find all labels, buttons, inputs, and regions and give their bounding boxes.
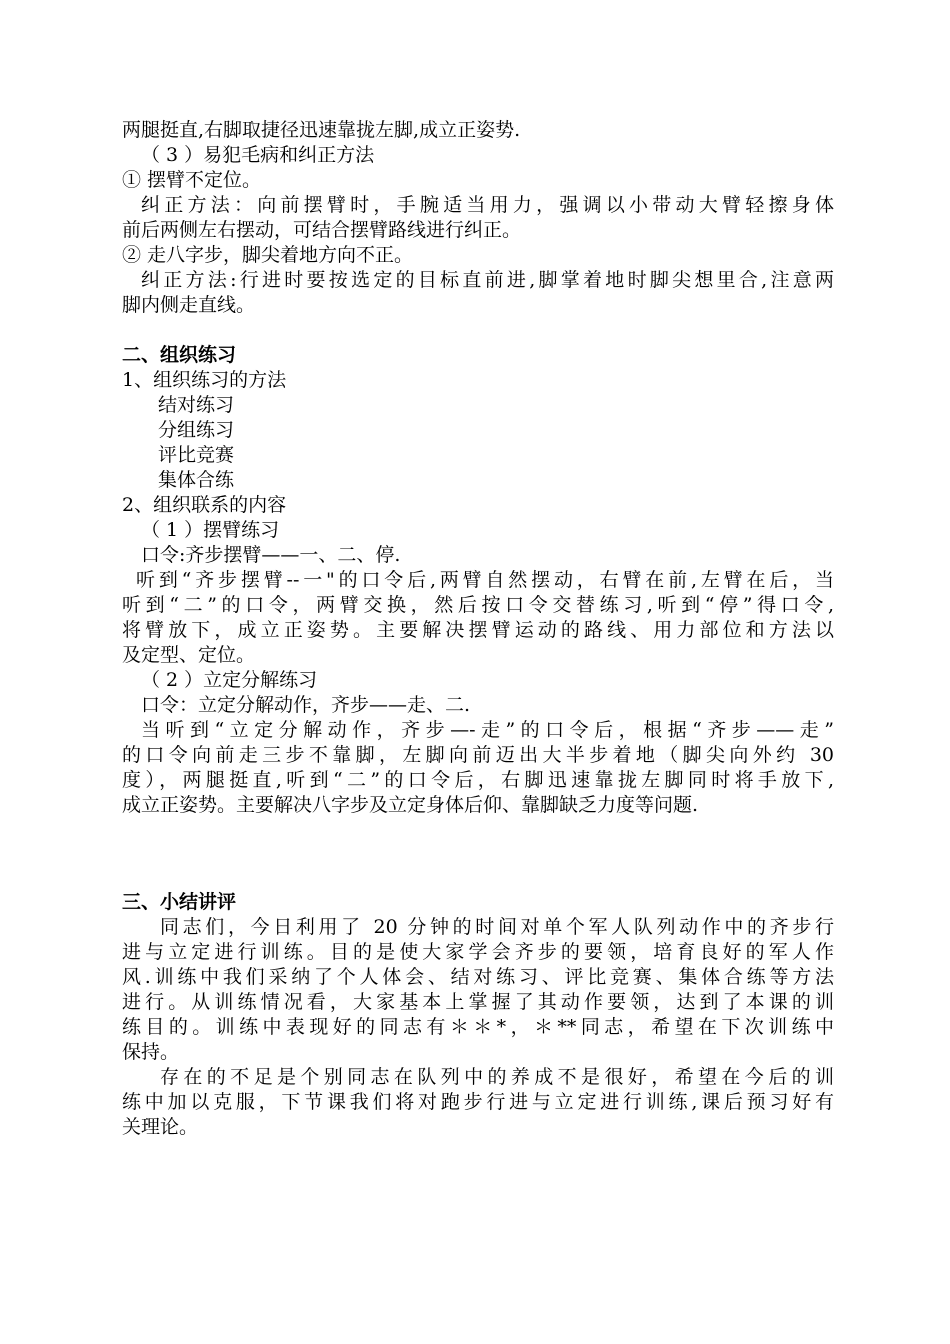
document-page <box>122 118 834 1140</box>
text-line: 保持。 <box>122 1041 180 1063</box>
text-line: 存在的不足是个别同志在队列中的养成不是很好，希望在今后的训 <box>160 1066 834 1088</box>
list-item: 评比竞赛 <box>158 444 235 466</box>
text-line: 前后两侧左右摆动，可结合摆臂路线进行纠正。 <box>122 219 522 241</box>
sub-heading: （ 2 ）立定分解练习 <box>141 669 318 691</box>
text-line: 度），两腿挺直,听到“二”的口令后，右脚迅速靠拢左脚同时将手放下, <box>122 769 834 791</box>
text-line: 成立正姿势。主要解决八字步及立定身体后仰、靠脚缺乏力度等问题. <box>122 794 699 816</box>
text-line: 进与立定进行训练。目的是使大家学会齐步的要领，培育良好的军人作 <box>122 941 834 963</box>
text-line: 口令:齐步摆臂——一、二、停. <box>141 544 401 566</box>
sub-heading: （ 1 ）摆臂练习 <box>141 519 280 541</box>
text-line: 风.训练中我们采纳了个人体会、结对练习、评比竞赛、集体合练等方法 <box>122 966 834 988</box>
section-heading: 三、小结讲评 <box>122 891 237 913</box>
text-line: 当听到“立定分解动作，齐步—-走”的口令后，根据“齐步——走” <box>141 719 834 741</box>
sub-heading: 2、组织联系的内容 <box>122 494 287 516</box>
text-line: 的口令向前走三步不靠脚，左脚向前迈出大半步着地（脚尖向外约 30 <box>122 744 834 766</box>
section-heading: 二、组织练习 <box>122 344 237 366</box>
text-line: 关理论。 <box>122 1116 199 1138</box>
text-line: 听到“二”的口令，两臂交换，然后按口令交替练习,听到“停”得口令, <box>122 594 834 616</box>
text-line: 纠正方法:行进时要按选定的目标直前进,脚掌着地时脚尖想里合,注意两 <box>141 269 834 291</box>
text-line: 听到“齐步摆臂--一"的口令后,两臂自然摆动，右臂在前,左臂在后，当 <box>136 569 834 591</box>
list-item: 结对练习 <box>158 394 235 416</box>
text-line: 练中加以克服，下节课我们将对跑步行进与立定进行训练,课后预习好有 <box>122 1091 834 1113</box>
text-line: 进行。从训练情况看，大家基本上掌握了其动作要领，达到了本课的训 <box>122 991 834 1013</box>
sub-heading: 1、组织练习的方法 <box>122 369 287 391</box>
list-item: 集体合练 <box>158 469 235 491</box>
text-line: 练目的。训练中表现好的同志有＊＊*，＊**同志，希望在下次训练中 <box>122 1016 834 1038</box>
text-line: 同志们，今日利用了 20 分钟的时间对单个军人队列动作中的齐步行 <box>160 916 834 938</box>
list-item: ① 摆臂不定位。 <box>122 169 262 191</box>
list-item: ② 走八字步，脚尖着地方向不正。 <box>122 244 414 266</box>
text-line: 口令：立定分解动作，齐步——走、二. <box>141 694 471 716</box>
text-line: 脚内侧走直线。 <box>122 294 256 316</box>
text-line: 两腿挺直,右脚取捷径迅速靠拢左脚,成立正姿势. <box>122 119 521 141</box>
text-line: 及定型、定位。 <box>122 644 256 666</box>
text-line: 纠正方法：向前摆臂时，手腕适当用力，强调以小带动大臂轻擦身体 <box>141 194 834 216</box>
sub-heading: （ 3 ）易犯毛病和纠正方法 <box>141 144 375 166</box>
list-item: 分组练习 <box>158 419 235 441</box>
text-line: 将臂放下，成立正姿势。主要解决摆臂运动的路线、用力部位和方法以 <box>122 619 834 641</box>
